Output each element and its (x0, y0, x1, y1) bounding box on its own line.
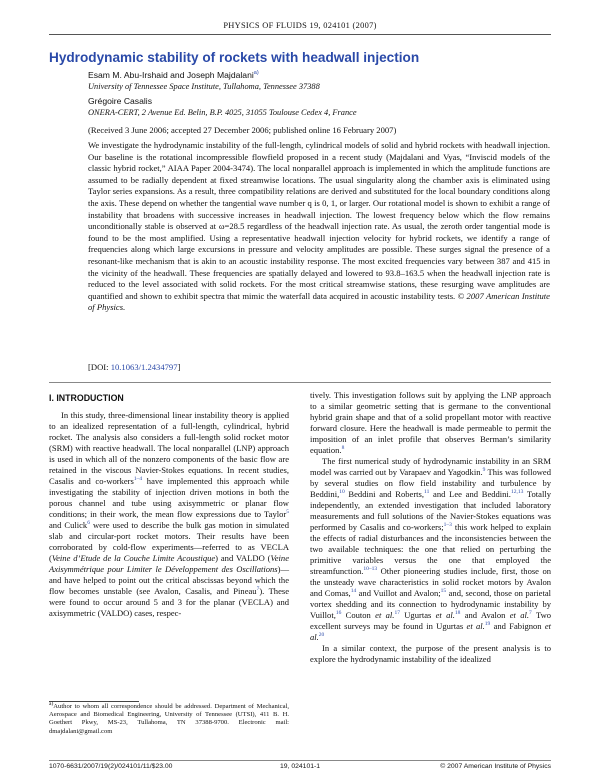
text-run: and Avalon (460, 610, 510, 620)
text-run: Ugurtas (399, 610, 436, 620)
author-block-2 (88, 96, 558, 118)
text-run: Couton (341, 610, 376, 620)
intro-paragraph-1 (49, 410, 289, 619)
footnote (49, 700, 289, 736)
text-run: and Lee and Beddini. (429, 489, 511, 499)
right-column (310, 390, 551, 665)
text-run: tively. This investigation follows suit by applying the LNP approach to a similar geometric setting that is germane to the conventional hybrid grain shape and that of a solid propellant motor with reactive forward closure. Here the headwall is made permeable to permit the imposition of an inlet profile that observes Berman’s similarity equation. (310, 390, 551, 455)
text-run: )—and have helped to point out the critical abscissas beyond which the flow becomes unstable (see Avalon, Casalis, and Pineau (49, 564, 289, 596)
doi-line (88, 362, 180, 372)
authors-2: Grégoire Casalis (88, 96, 152, 106)
citation-link[interactable]: 1–4 (133, 476, 143, 483)
text-run: Beddini and Roberts, (344, 489, 425, 499)
citation-link[interactable]: 17 (394, 610, 400, 617)
citation-link[interactable]: 14 (350, 588, 357, 595)
text-run-italic: et al. (466, 621, 485, 631)
footer-page-number: 19, 024101-1 (280, 763, 321, 770)
received-dates: (Received 3 June 2006; accepted 27 December 2006; published online 16 February 2007) (88, 125, 397, 135)
authors-line-1 (88, 70, 558, 81)
doi-prefix: [DOI: (88, 362, 111, 372)
citation-link[interactable]: 20 (318, 632, 325, 639)
abstract-copyright: © 2007 American Institute of Physics. (88, 290, 550, 313)
text-run-italic: et al. (509, 610, 530, 620)
paper-title: Hydrodynamic stability of rockets with headwall injection (49, 50, 420, 65)
affiliation-1: University of Tennessee Space Institute, Tullahoma, Tennessee 37388 (88, 82, 320, 91)
text-run-italic: Veine Axisymmétrique pour Limiter le Développement des Oscillations (49, 553, 289, 574)
citation-link[interactable]: 15 (440, 588, 447, 595)
citation-link[interactable]: 19 (484, 621, 491, 628)
intro-paragraph-3: In a similar context, the purpose of the present analysis is to explore the hydrodynamic instability of the idealized (310, 643, 551, 664)
text-run: and Fabignon (490, 621, 545, 631)
text-run: In this study, three-dimensional linear instability theory is applied to an idealized representation of a full-length, cylindrical, hybrid rocket. The analysis also considers a full-length solid rocket motor (SRM) with reactive headwall. The local nonparallel (LNP) approach is used in which all of the nonzero components of the basic flow are retained in the viscous Navier-Stokes equations. In recent studies, Casalis and co-workers (49, 410, 289, 486)
authors-1: Esam M. Abu-Irshaid and Joseph Majdalani (88, 70, 254, 80)
header-rule (49, 34, 551, 35)
footnote-rule (49, 701, 139, 702)
text-run: were used to describe the bulk gas motion in simulated slab and circular-port rocket motors. Their results have been corroborated by cold-flow experiments—referred to as VECLA ( (49, 520, 289, 563)
intro-paragraph-1-cont (310, 390, 551, 456)
citation-link[interactable]: 12,13 (510, 489, 524, 496)
citation-link[interactable]: 8 (341, 445, 345, 452)
left-column (49, 393, 289, 619)
text-run: The first numerical study of hydrodynamic instability in an SRM model was carried out by Varapaev and Yagodkin. (310, 456, 551, 477)
text-run-italic: et al. (435, 610, 455, 620)
author-block-1 (88, 70, 558, 92)
citation-link[interactable]: 11 (424, 489, 430, 496)
affiliation-2: ONERA-CERT, 2 Avenue Ed. Belin, B.P. 4025, 31055 Toulouse Cedex 4, France (88, 108, 357, 117)
intro-paragraph-2 (310, 456, 551, 643)
citation-link[interactable]: 7 (529, 610, 532, 617)
text-run: and, second, those on parietal vortex shedding and its connection to hydrodynamic instability by Vuillot, (310, 588, 552, 620)
column-divider-rule (49, 382, 551, 383)
text-run: this work helped to explain the effects of radial disturbances and the inconsistencies between the two available techniques: the one that relied on perturbing the primitive variables versus the one that employed the streamfunction. (310, 522, 551, 576)
text-run: and Vuillot and Avalon; (356, 588, 441, 598)
footer-issn: 1070-6631/2007/19(2)/024101/11/$23.00 (49, 763, 173, 770)
citation-link[interactable]: 16 (335, 610, 342, 617)
doi-link[interactable]: 10.1063/1.2434797 (110, 362, 178, 372)
text-run-italic: Veine d’Etude de la Couche Limite Acoustique (51, 553, 216, 563)
citation-link[interactable]: 18 (454, 610, 461, 617)
text-run: Totally independently, an extended investigation that included laboratory measurements and full solutions of the Navier-Stokes equations was performed by Casalis and co-workers; (310, 489, 551, 532)
footnote-mark: a) (49, 700, 54, 707)
doi-suffix: ] (177, 362, 181, 372)
citation-link[interactable]: 1–3 (443, 522, 452, 529)
text-run: ) and VALDO ( (215, 553, 271, 563)
author-footnote-mark[interactable]: a) (253, 70, 259, 77)
footnote-text: Author to whom all correspondence should be addressed. Department of Mechanical, Aerospace and Biomedical Engineering, University of Tennessee (UTSI), 411 B. H. Goethert Pkwy, MS-23, Tullahoma, TN 37388-9700. Electronic mail: dmajdalani@gmail.com (49, 703, 289, 735)
abstract (88, 140, 550, 314)
text-run: This was followed by several studies on flow field instability and turbulence by Beddini, (310, 467, 552, 499)
footer-copyright: © 2007 American Institute of Physics (440, 763, 551, 770)
text-run: and Culick (49, 520, 88, 530)
abstract-paragraph (88, 140, 550, 314)
abstract-text: We investigate the hydrodynamic instability of the full-length, cylindrical models of solid and hybrid rockets with headwall injection. Our baseline is the rotational incompressible flowfield proposed in a recent study (Majdalani and Vyas, “Inviscid models of the classic hybrid rocket,” AIAA Paper 2004-3474). The local nonparallel approach is implemented in which the amplitude functions are assumed to be radially dependent at fixed streamwise locations. The usual singularity along the chamber axis is eliminated using Taylor series expansions. As a result, three compatibility relations are derived and substituted for the local boundary conditions along the axis. These depend on whether the tangential wave number q is 0, 1, or larger. Our rotational model is shown to exhibit a range of instability that broadens with successive increases in headwall injection. The lowest frequency below which the flow remains unconditionally stable is observed at ω=28.5 regardless of the headwall injection rate. As usual, the zeroth order tangential mode is found to be the most amplified. Using a representative headwall injection velocity for hybrid rockets, we identify a range of frequencies along which large excursions in pressure and velocity amplitudes are possible. These surges signal the presence of a resonant-like mechanism that is akin to an acoustic instability response. The most excited frequencies vary between 387 and 415 in the vicinity of the headwall. These frequencies are spatially delayed and lowered to 93.8–163.5 when the headwall injection rate is reduced to the level associated with solid rockets. For the most critical streamwise stations, these resurging wave amplitudes are quantified and shown to exhibit spectra that mimic the waterfall data acquired in acoustic instability tests. (88, 140, 550, 301)
citation-link[interactable]: 5 (286, 509, 289, 516)
section-heading: I. INTRODUCTION (49, 393, 124, 403)
citation-link[interactable]: 6 (87, 520, 90, 527)
citation-link[interactable]: 10–13 (363, 566, 378, 573)
text-run-italic: et al. (375, 610, 395, 620)
citation-link[interactable]: 7 (256, 586, 260, 593)
citation-link[interactable]: 10 (339, 489, 345, 496)
running-head: PHYSICS OF FLUIDS 19, 024101 (2007) (223, 21, 377, 30)
citation-link[interactable]: 9 (482, 467, 486, 474)
text-run-italic: et al. (310, 621, 552, 642)
text-run: Two excellent surveys may be found in Ugurtas (310, 610, 552, 631)
text-run: Other pioneering studies include, first, those on the unsteady wave characteristics in solid rocket motors by Avalon and Comas, (310, 566, 551, 598)
text-run: ). These were found to occur around 5 and 3 for the planar (VECLA) and axisymmetric (VALDO) cases, respec- (49, 586, 289, 618)
footer-rule (49, 760, 551, 761)
text-run: have implemented this approach while investigating the stability of injection driven motions in both the porous channel and tube using axisymmetric or planar flow conditions; in their work, the mean flow expressions due to Taylor (49, 476, 289, 519)
